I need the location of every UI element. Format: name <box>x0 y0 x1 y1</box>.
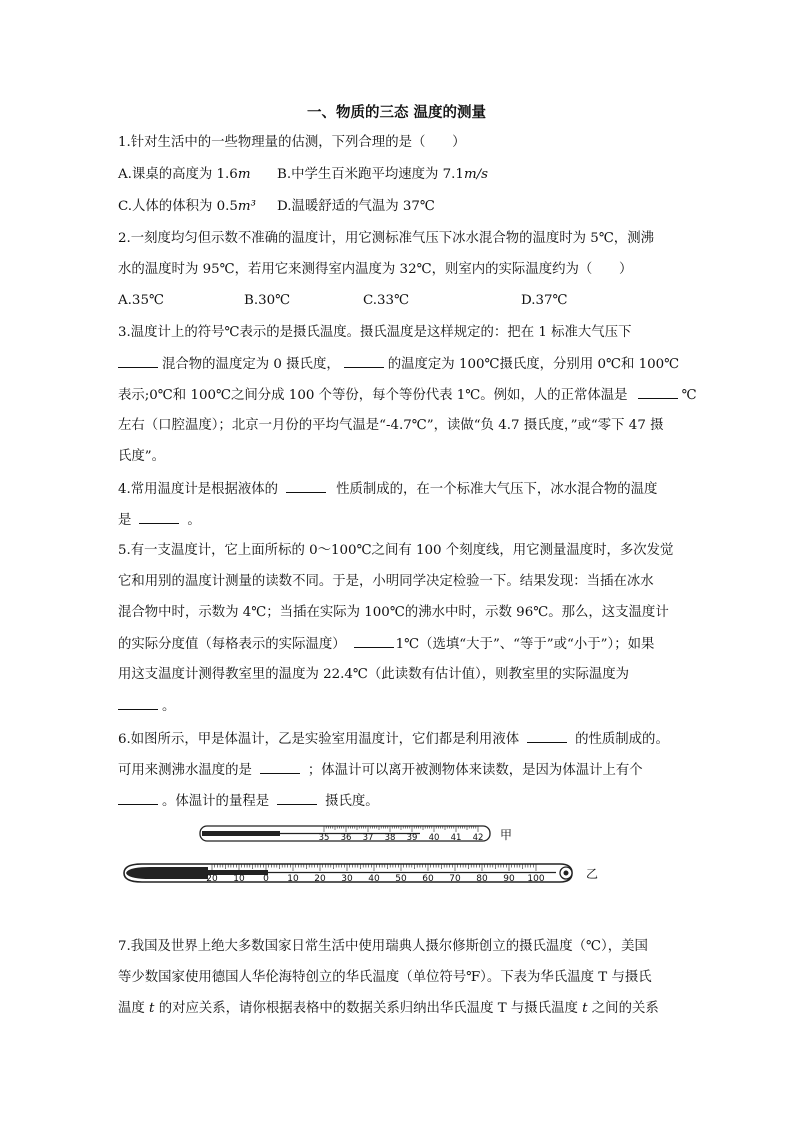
question-2-line-1: 2.一刻度均匀但示数不准确的温度计，用它测标准气压下冰水混合物的温度时为 5℃，测沸 <box>118 231 654 246</box>
scale-label: 60 <box>422 874 434 884</box>
question-5-line-3: 混合物中时，示数为 4℃；当插在实际为 100℃的沸水中时，示数 96℃。那么，这支温度计 <box>118 605 669 620</box>
lab-thermometer <box>124 864 598 884</box>
question-6-line-2: 可用来测沸水温度的是 ；体温计可以离开被测物体来读数，是因为体温计上有个 <box>118 763 643 778</box>
answer-blank[interactable] <box>139 511 179 524</box>
option-d[interactable]: D.37℃ <box>521 293 568 308</box>
question-3-line-3: 表示;0℃和 100℃之间分成 100 个等份，每个等份代表 1℃。例如，人的正常体温是 ℃ <box>118 388 697 403</box>
scale-label: 30 <box>341 874 353 884</box>
scale-label: 35 <box>318 833 330 843</box>
scale-label: 20 <box>314 874 326 884</box>
question-3-line-2: 混合物的温度定为 0 摄氏度， 的温度定为 100℃摄氏度，分别用 0℃和 100℃ <box>118 355 679 374</box>
answer-blank[interactable] <box>344 355 384 368</box>
answer-blank[interactable] <box>260 761 300 774</box>
question-3-line-1: 3.温度计上的符号℃表示的是摄氏温度。摄氏温度是这样规定的：把在 1 标准大气压下 <box>118 325 632 340</box>
thermometers-figure <box>120 820 620 895</box>
question-7-line-3: 温度 t 的对应关系，请你根据表格中的数据关系归纳出华氏温度 T 与摄氏温度 t 之间的关系 <box>118 1001 659 1016</box>
question-1-options-cd <box>118 198 435 216</box>
answer-blank[interactable] <box>277 792 317 805</box>
question-2-options <box>118 292 568 310</box>
question-5-line-2: 它和用别的温度计测量的读数不同。于是，小明同学决定检验一下。结果发现：当插在冰水 <box>118 574 654 589</box>
question-6-line-1: 6.如图所示，甲是体温计，乙是实验室用温度计，它们都是利用液体 的性质制成的。 <box>118 732 669 747</box>
answer-blank[interactable] <box>286 480 326 493</box>
question-7-line-2: 等少数国家使用德国人华伦海特创立的华氏温度（单位符号℉）。下表为华氏温度 T 与摄氏 <box>118 970 652 985</box>
scale-label: 90 <box>503 874 515 884</box>
question-3-line-5: 氏度”。 <box>118 449 166 464</box>
scale-label: 36 <box>340 833 352 843</box>
option-b[interactable]: B.中学生百米跑平均速度为 7.1m/s <box>277 167 489 182</box>
label-yi: 乙 <box>586 867 599 881</box>
scale-label: 70 <box>449 874 461 884</box>
scale-label: 42 <box>472 833 484 843</box>
question-5-line-4: 的实际分度值（每格表示的实际温度） 1℃（选填“大于”、“等于”或“小于”）；如果 <box>118 637 655 652</box>
option-a[interactable]: A.课桌的高度为 1.6m <box>118 167 251 182</box>
answer-blank[interactable] <box>354 635 394 648</box>
option-d[interactable]: D.温暖舒适的气温为 37℃ <box>277 199 435 214</box>
answer-blank[interactable] <box>118 355 158 368</box>
scale-label: 10 <box>287 874 299 884</box>
option-c[interactable]: C.33℃ <box>363 293 410 308</box>
answer-blank[interactable] <box>118 792 158 805</box>
question-4-line-1: 4.常用温度计是根据液体的 性质制成的，在一个标准大气压下，冰水混合物的温度 <box>118 482 658 497</box>
question-6-line-3: 。体温计的量程是 摄氏度。 <box>118 792 379 811</box>
answer-blank[interactable] <box>527 730 567 743</box>
scale-label: 40 <box>428 833 440 843</box>
scale-label: 38 <box>384 833 396 843</box>
scale-label: 10 <box>233 874 245 884</box>
answer-blank[interactable] <box>118 697 158 710</box>
scale-label: 100 <box>527 874 545 884</box>
clinical-thermometer <box>200 826 512 843</box>
scale-label: 41 <box>450 833 462 843</box>
question-5-line-5: 用这支温度计测得教室里的温度为 22.4℃（此读数有估计值），则教室里的实际温度为 <box>118 667 630 682</box>
question-1-options-ab <box>118 166 488 184</box>
scale-label: 40 <box>368 874 380 884</box>
question-4-line-2: 是 。 <box>118 513 201 528</box>
scale-label: 39 <box>406 833 418 843</box>
scale-label: 80 <box>476 874 488 884</box>
option-a[interactable]: A.35℃ <box>118 293 164 308</box>
option-c[interactable]: C.人体的体积为 0.5m³ <box>118 199 256 214</box>
scale-label: 37 <box>362 833 374 843</box>
page-title: 一、物质的三态 温度的测量 <box>306 105 487 121</box>
question-5-line-1: 5.有一支温度计，它上面所标的 0～100℃之间有 100 个刻度线，用它测量温度时，多次发觉 <box>118 543 674 558</box>
scale-label: 20 <box>206 874 218 884</box>
answer-blank[interactable] <box>638 386 678 399</box>
scale-label: 0 <box>263 874 269 884</box>
question-5-line-6: 。 <box>118 697 175 716</box>
question-3-line-4: 左右（口腔温度）；北京一月份的平均气温是“-4.7℃”，读做“负 4.7 摄氏度，”或“零下 47 摄 <box>118 418 664 433</box>
question-1-stem: 1.针对生活中的一些物理量的估测，下列合理的是（ ） <box>118 135 466 150</box>
label-jia: 甲 <box>500 828 513 842</box>
scale-label: 50 <box>395 874 407 884</box>
option-b[interactable]: B.30℃ <box>244 293 291 308</box>
question-2-line-2: 水的温度时为 95℃，若用它来测得室内温度为 32℃，则室内的实际温度约为（ ） <box>118 262 633 277</box>
question-7-line-1: 7.我国及世界上绝大多数国家日常生活中使用瑞典人摄尔修斯创立的摄氏温度（℃），美国 <box>118 939 648 954</box>
